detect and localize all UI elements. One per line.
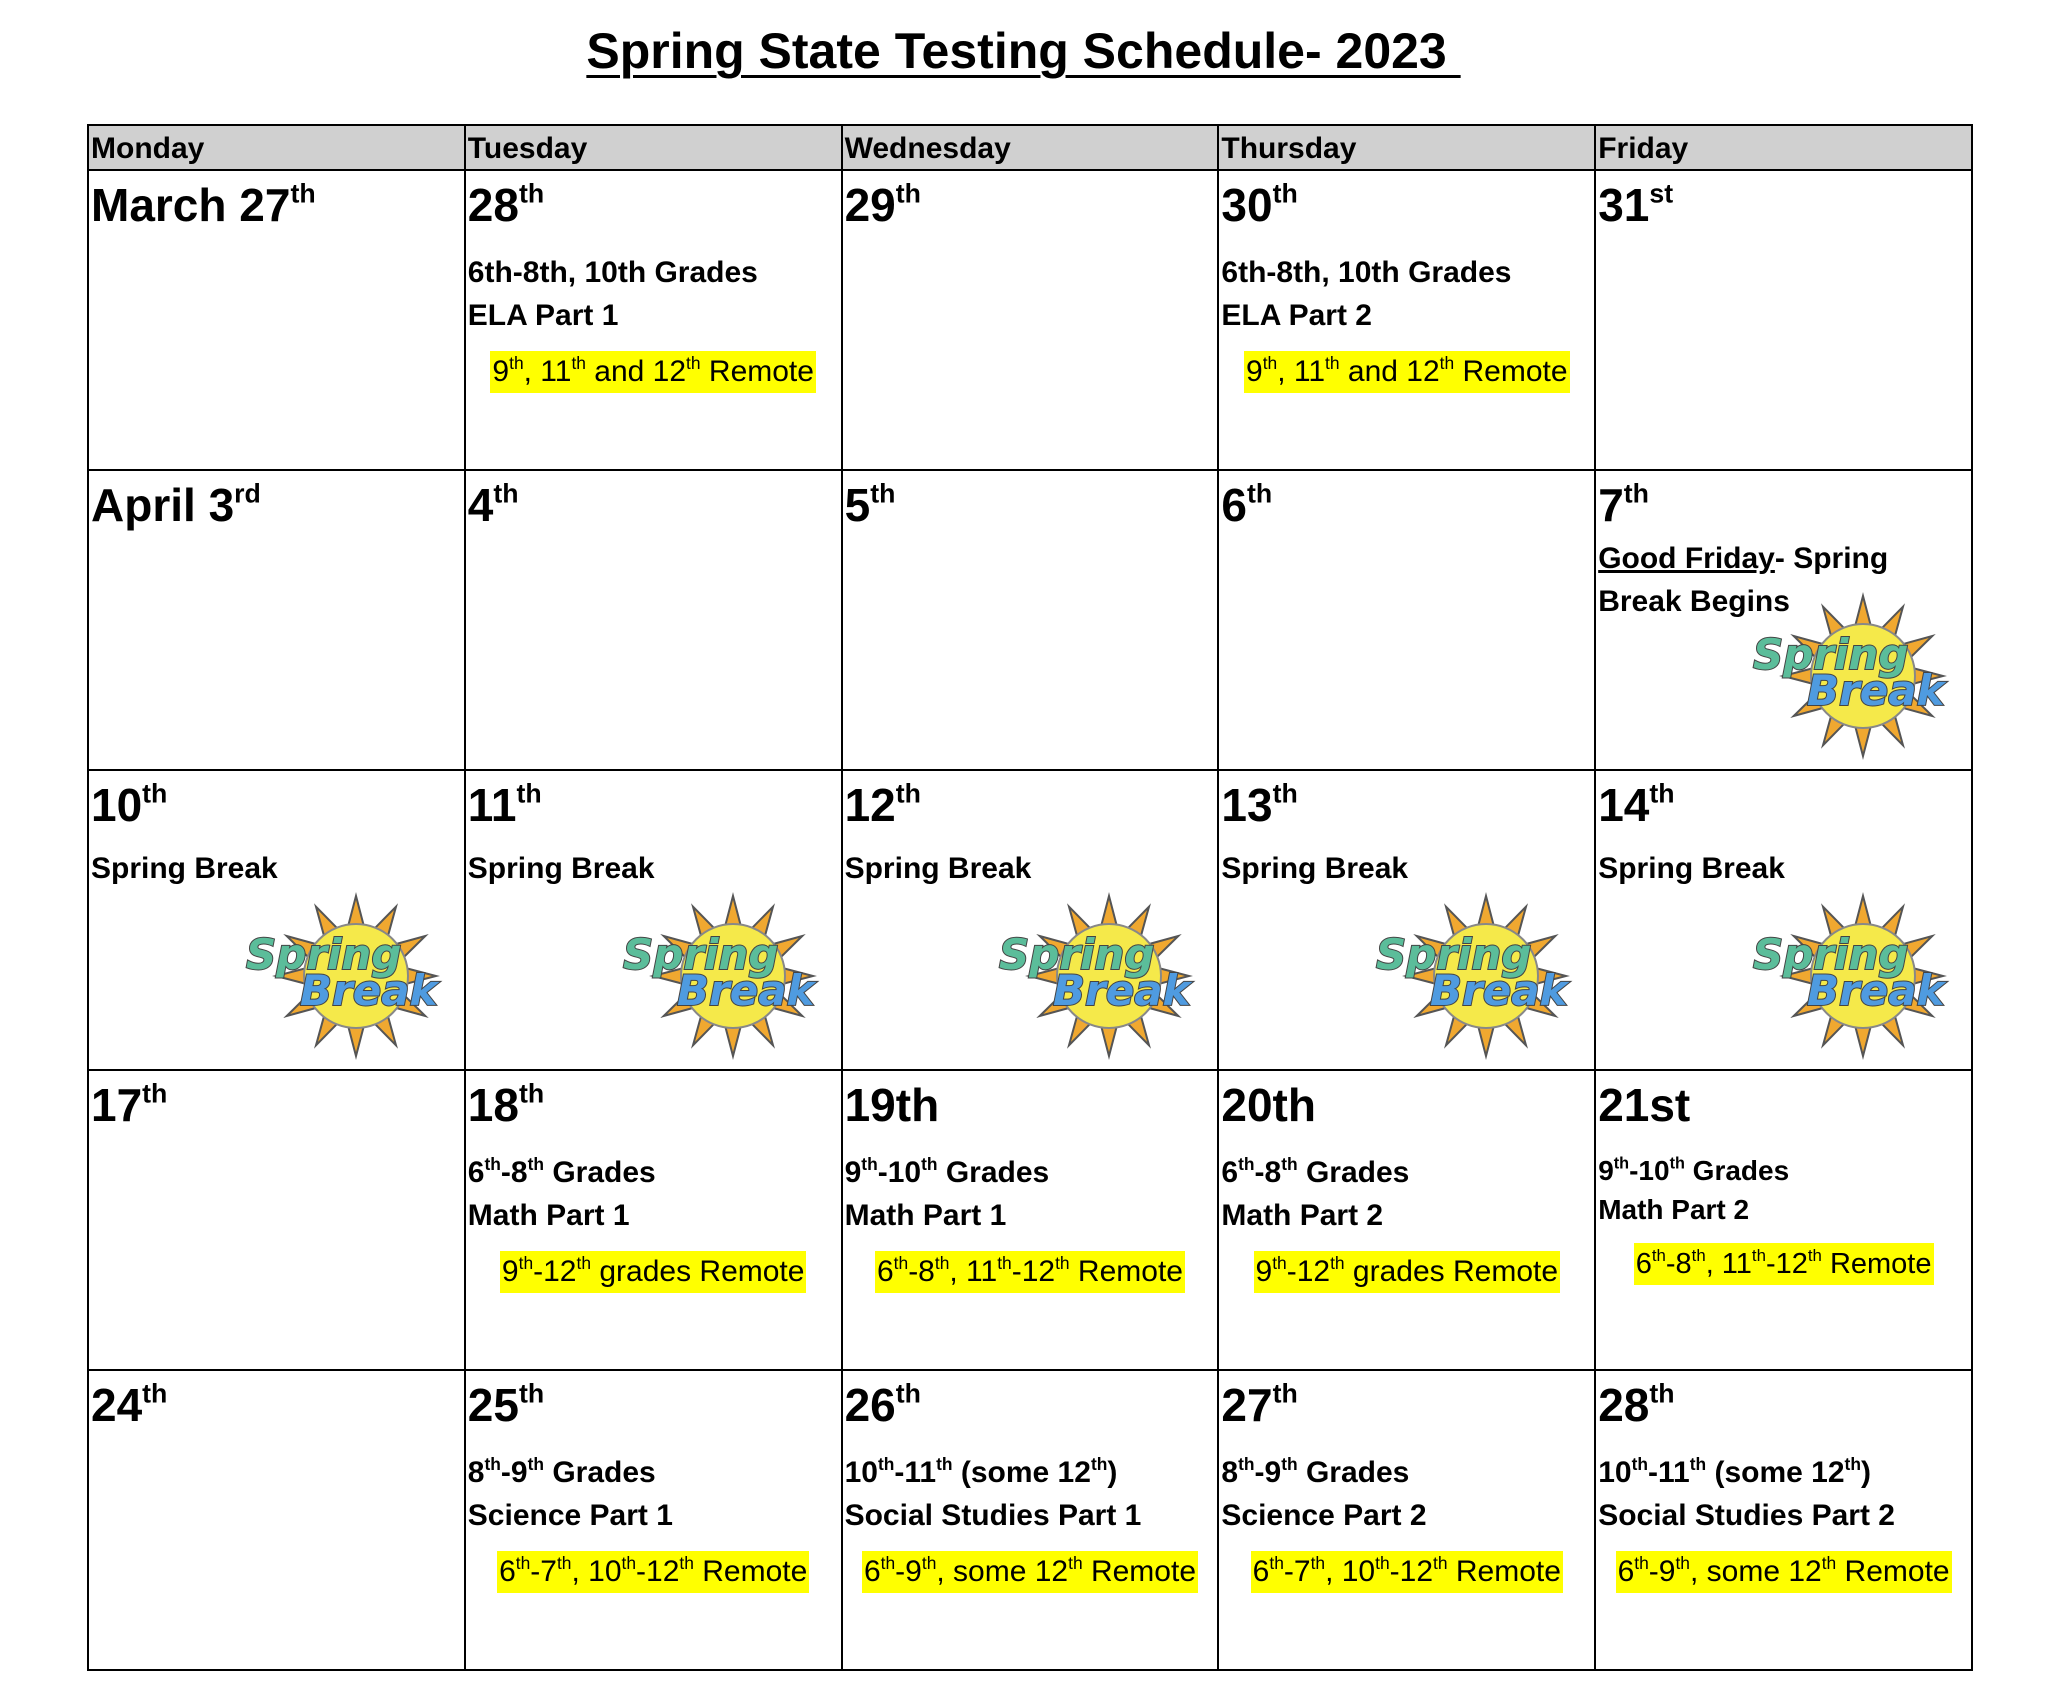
test-subject: ELA Part 2 (1221, 299, 1372, 332)
day-cell-apr-17 (88, 1070, 465, 1370)
day-cell-apr-18 (465, 1070, 842, 1370)
svg-text:Break: Break (1807, 666, 1945, 715)
test-grades: 8th-9th Grades Science Part 2 (1221, 1451, 1592, 1537)
day-cell-mar-28 (465, 170, 842, 470)
remote-note: 6th-9th, some 12th Remote (862, 1551, 1198, 1593)
svg-text:Spring: Spring (1753, 630, 1909, 679)
header-wednesday: Wednesday (842, 125, 1219, 170)
test-grades: 6th-8th, 10th Grades ELA Part 1 (468, 251, 839, 337)
spring-break-logo (1745, 591, 1957, 761)
day-number: 21st (1598, 1079, 1691, 1131)
test-grades: 8th-9th Grades Science Part 1 (468, 1451, 839, 1537)
day-number: 10th (91, 778, 168, 831)
week-row (88, 170, 1972, 470)
test-grades: 6th-8th Grades Math Part 1 (468, 1151, 839, 1237)
day-cell-apr-14 (1595, 770, 1972, 1070)
test-subject: Social Studies Part 1 (844, 1499, 1142, 1532)
spring-break-logo (1368, 891, 1580, 1061)
day-number: 18th (467, 1078, 545, 1131)
day-cell-apr-26 (842, 1370, 1219, 1670)
day-number: 30th (1221, 178, 1298, 231)
day-number: 6th (1221, 478, 1273, 531)
day-cell-apr-19 (842, 1070, 1219, 1370)
week-row (88, 770, 1972, 1070)
header-monday: Monday (88, 125, 465, 170)
day-number: 13th (1221, 778, 1298, 831)
day-cell-apr-28 (1595, 1370, 1972, 1670)
test-grades: 10th-11th (some 12th) Social Studies Part 1 (845, 1451, 1216, 1537)
svg-text:Spring: Spring (999, 930, 1155, 979)
day-number: 25th (467, 1378, 545, 1431)
day-cell-apr-6 (1218, 470, 1595, 770)
spring-break-label: Spring Break (1221, 852, 1409, 885)
spring-break-label: Spring Break (1598, 852, 1785, 885)
day-number: 19th (844, 1079, 940, 1131)
day-number: 29th (844, 178, 921, 231)
test-grades: 6th-8th, 10th Grades ELA Part 2 (1221, 251, 1592, 337)
header-thursday: Thursday (1218, 125, 1595, 170)
day-number: 17th (91, 1078, 168, 1131)
day-cell-apr-12 (842, 770, 1219, 1070)
day-number: 11th (467, 778, 542, 831)
day-number: 27th (1221, 1378, 1298, 1431)
test-subject: Science Part 2 (1221, 1499, 1427, 1532)
svg-text:Spring: Spring (1376, 930, 1532, 979)
week-row (88, 1070, 1972, 1370)
remote-note: 6th-8th, 11th-12th Remote (1634, 1243, 1934, 1285)
day-cell-apr-20 (1218, 1070, 1595, 1370)
header-friday: Friday (1595, 125, 1972, 170)
day-number: April 3rd (91, 478, 261, 531)
day-number: 4th (467, 478, 519, 531)
day-number: 20th (1221, 1079, 1316, 1131)
remote-note: 6th-7th, 10th-12th Remote (1251, 1551, 1563, 1593)
day-cell-apr-11 (465, 770, 842, 1070)
day-cell-apr-5 (842, 470, 1219, 770)
day-cell-apr-25 (465, 1370, 842, 1670)
remote-note: 9th-12th grades Remote (1254, 1251, 1561, 1293)
svg-text:Break: Break (676, 966, 815, 1015)
remote-note: 9th, 11th and 12th Remote (490, 351, 816, 393)
remote-note: 6th-9th, some 12th Remote (1616, 1551, 1952, 1593)
day-number: 5th (844, 478, 896, 531)
test-grades: 6th-8th Grades Math Part 2 (1221, 1151, 1592, 1237)
test-subject: Math Part 1 (467, 1199, 630, 1232)
test-subject: Math Part 2 (1598, 1194, 1750, 1225)
week-row (88, 470, 1972, 770)
spring-break-logo (991, 891, 1203, 1061)
spring-break-logo (1745, 891, 1957, 1061)
test-subject: Social Studies Part 2 (1598, 1499, 1895, 1532)
day-number: 24th (91, 1378, 168, 1431)
test-subject: Math Part 1 (844, 1199, 1007, 1232)
test-subject: Math Part 2 (1221, 1199, 1384, 1232)
day-cell-apr-10 (88, 770, 465, 1070)
spring-break-logo (615, 891, 827, 1061)
day-number: March 27th (91, 178, 316, 231)
svg-text:Break: Break (299, 966, 438, 1015)
day-number: 31st (1598, 178, 1674, 231)
page-title: Spring State Testing Schedule- 2023 (586, 23, 1461, 79)
day-cell-mar-27 (88, 170, 465, 470)
day-number: 12th (844, 778, 921, 831)
spring-break-label: Spring Break (844, 852, 1032, 885)
test-subject: ELA Part 1 (467, 299, 619, 332)
spring-break-logo (238, 891, 450, 1061)
day-cell-apr-3 (88, 470, 465, 770)
remote-note: 9th-12th grades Remote (500, 1251, 807, 1293)
day-number: 28th (467, 178, 545, 231)
day-number: 7th (1598, 478, 1649, 531)
svg-text:Break: Break (1053, 966, 1191, 1015)
week-row (88, 1370, 1972, 1670)
day-cell-apr-21 (1595, 1070, 1972, 1370)
weekday-header-row (88, 125, 1972, 170)
test-grades: 9th-10th Grades Math Part 1 (845, 1151, 1216, 1237)
remote-note: 6th-8th, 11th-12th Remote (875, 1251, 1185, 1293)
day-number: 14th (1598, 778, 1675, 831)
day-cell-mar-30 (1218, 170, 1595, 470)
svg-text:Spring: Spring (622, 930, 778, 979)
day-number: 28th (1598, 1378, 1675, 1431)
spring-break-label: Spring Break (467, 852, 655, 885)
svg-text:Spring: Spring (1753, 930, 1909, 979)
remote-note: 6th-7th, 10th-12th Remote (497, 1551, 809, 1593)
remote-note: 9th, 11th and 12th Remote (1244, 351, 1570, 393)
day-cell-mar-31 (1595, 170, 1972, 470)
svg-text:Spring: Spring (245, 930, 402, 979)
svg-text:Break: Break (1430, 966, 1568, 1015)
svg-text:Break: Break (1807, 966, 1945, 1015)
day-cell-apr-4 (465, 470, 842, 770)
day-cell-apr-7 (1595, 470, 1972, 770)
header-tuesday: Tuesday (465, 125, 842, 170)
test-subject: Science Part 1 (467, 1499, 673, 1532)
day-cell-mar-29 (842, 170, 1219, 470)
test-grades: 10th-11th (some 12th) Social Studies Part 2 (1598, 1451, 1969, 1537)
day-cell-apr-27 (1218, 1370, 1595, 1670)
day-number: 26th (844, 1378, 921, 1431)
day-cell-apr-24 (88, 1370, 465, 1670)
good-friday-note: Good Friday- Spring Break Begins (1598, 542, 1889, 618)
calendar-table (87, 124, 1973, 1671)
test-grades: 9th-10th Grades Math Part 2 (1598, 1151, 1969, 1229)
day-cell-apr-13 (1218, 770, 1595, 1070)
spring-break-label: Spring Break (91, 852, 278, 885)
